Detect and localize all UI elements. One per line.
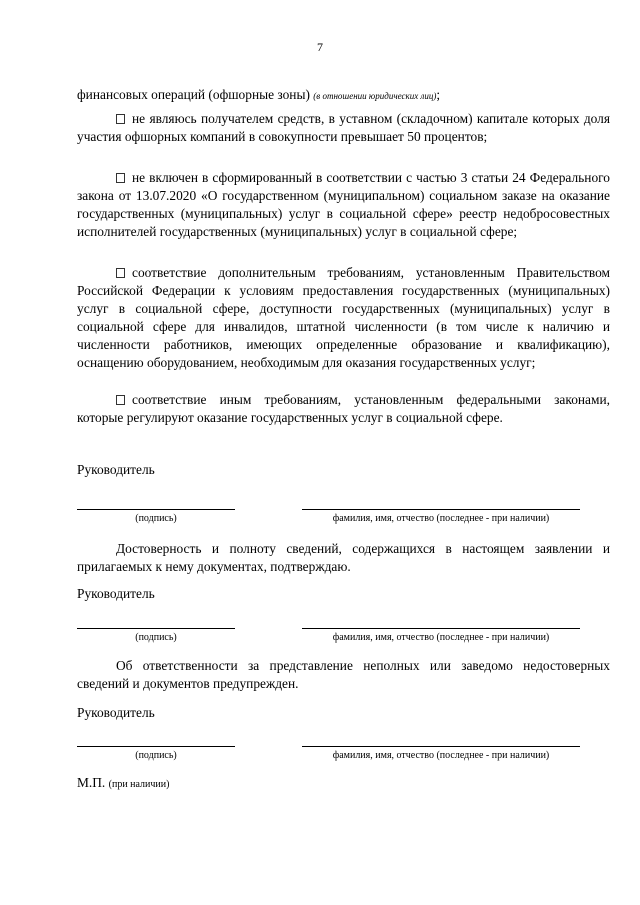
item-not-in-registry [77,169,610,241]
signer-label: Руководитель [77,705,155,720]
checkbox[interactable] [116,173,125,183]
signer-label: Руководитель [77,586,155,601]
name-caption: фамилия, имя, отчество (последнее - при наличии) [332,750,550,761]
name-caption: фамилия, имя, отчество (последнее - при наличии) [332,632,550,643]
intro-text: финансовых операций (офшорные зоны) [77,87,310,102]
item-additional-requirements [77,264,610,372]
accuracy-statement: Достоверность и полноту сведений, содержащихся в настоящем заявлении и прилагаемых к нему документах, подтверждаю. [77,541,610,574]
name-line[interactable] [302,509,580,510]
intro-ending: ; [436,87,441,102]
item-text: не являюсь получателем средств, в уставном (складочном) капитале которых доля участия офшорных компаний в совокупности превышает 50 процентов; [77,111,610,144]
intro-paragraph [77,86,610,105]
signature-caption: (подпись) [135,513,177,524]
signer-label: Руководитель [77,462,155,477]
item-other-requirements [77,391,610,427]
item-text: не включен в сформированный в соответствии с частью 3 статьи 24 Федерального закона от 13.07.2020 «О государственном (муниципальном) социальном заказе на оказание государственных (муниципальных) услуг в социальной сфере» реестр недобросовестных исполнителей государственных (муниципальных) услуг в социальной сфере; [77,170,610,239]
signature-line[interactable] [77,746,235,747]
stamp-note: (при наличии) [108,779,170,790]
item-not-offshore [77,110,610,146]
page-number: 7 [317,40,323,54]
item-text: соответствие дополнительным требованиям, установленным Правительством Российской Федерации к условиям предоставления государственных (муниципальных) услуг в социальной сфере, доступности государственных (муниципальных) услуг в социальной сфере для инвалидов, штатной численности (в том числе к наличию и численности работников, имеющих определенные образование и квалификацию), оснащению оборудованием, необходимым для оказания государственных услуг; [77,265,610,370]
signature-caption: (подпись) [135,632,177,643]
item-text: соответствие иным требованиям, установленным федеральными законами, которые регулируют оказание государственных услуг в социальной сфере. [77,392,610,425]
signature-line[interactable] [77,628,235,629]
signature-line[interactable] [77,509,235,510]
responsibility-statement: Об ответственности за представление неполных или заведомо недостоверных сведений и документов предупрежден. [77,658,610,691]
intro-note: (в отношении юридических лиц) [313,91,437,101]
name-line[interactable] [302,746,580,747]
checkbox[interactable] [116,114,125,124]
name-line[interactable] [302,628,580,629]
stamp-label: М.П. [77,775,106,790]
signature-caption: (подпись) [135,750,177,761]
name-caption: фамилия, имя, отчество (последнее - при наличии) [332,513,550,524]
checkbox[interactable] [116,268,125,278]
checkbox[interactable] [116,395,125,405]
stamp-placeholder [77,774,169,794]
